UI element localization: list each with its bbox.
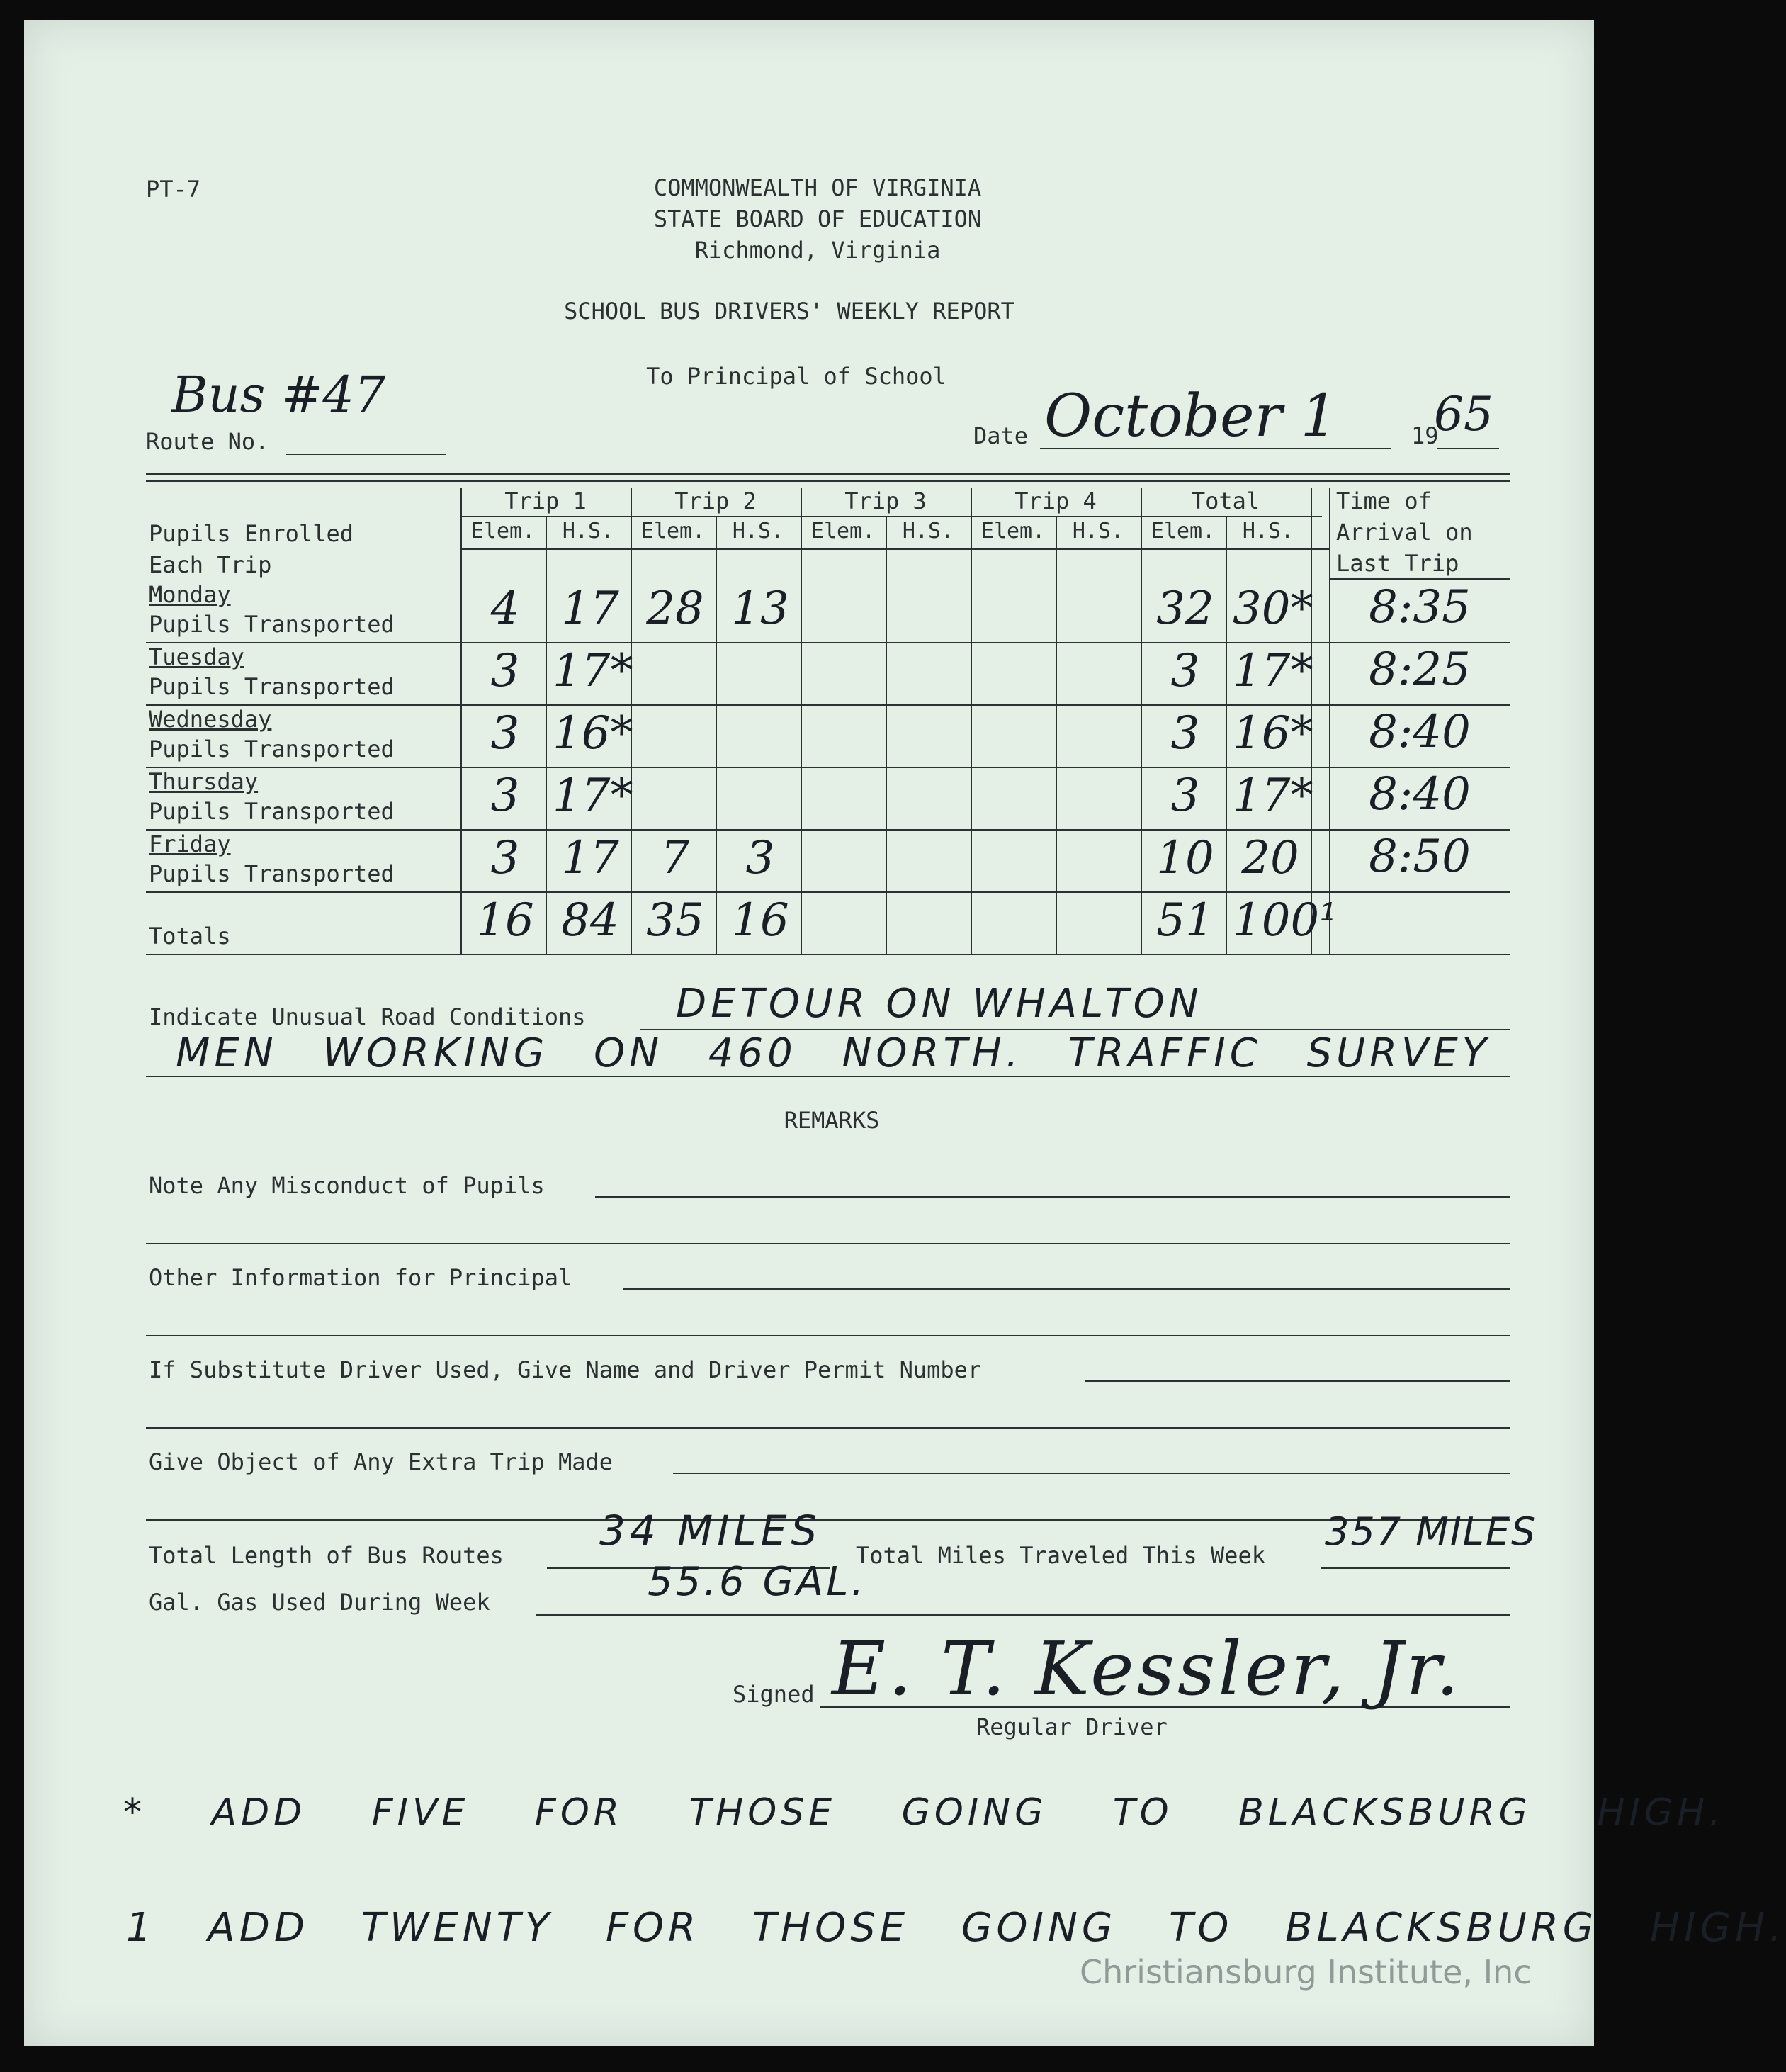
- route-length-value: 34 MILES: [599, 1507, 822, 1555]
- trip-2-hs-cell: 16: [731, 894, 789, 947]
- remarks-title: REMARKS: [784, 1107, 880, 1134]
- trip-1-hs-cell: 17*: [553, 645, 633, 697]
- trip-1-hs-subheader: H.S.: [562, 519, 614, 544]
- trip-3-header: Trip 3: [844, 488, 927, 514]
- trip-2-hs-cell: 13: [731, 582, 789, 635]
- row-bottom-line: [146, 642, 1510, 643]
- table-column-divider: [716, 516, 717, 954]
- trip-1-elem-cell: 3: [490, 645, 520, 697]
- trip-2-elem-subheader: Elem.: [640, 519, 706, 544]
- miles-week-line: [1321, 1567, 1510, 1569]
- trip-4-hs-subheader: H.S.: [1072, 519, 1124, 544]
- trip-1-elem-cell: 16: [476, 894, 534, 947]
- row-header-line-2: Each Trip: [149, 551, 272, 578]
- substitute-driver-line-2: [146, 1427, 1510, 1429]
- trip-2-elem-cell: 7: [660, 832, 690, 884]
- trip-1-header: Trip 1: [504, 488, 587, 514]
- row-sub-label: Pupils Transported: [149, 860, 395, 887]
- miles-week-label: Total Miles Traveled This Week: [856, 1542, 1265, 1569]
- table-column-divider: [801, 488, 802, 954]
- table-column-divider: [546, 516, 547, 954]
- total-elem-cell: 3: [1170, 770, 1200, 822]
- gas-used-line: [536, 1614, 1510, 1616]
- total-elem-cell: 10: [1156, 832, 1214, 884]
- total-hs-cell: 30*: [1233, 582, 1313, 635]
- totals-label: Totals: [149, 923, 231, 950]
- table-column-divider: [460, 488, 462, 954]
- trip-4-header: Trip 4: [1014, 488, 1097, 514]
- extra-trip-label: Give Object of Any Extra Trip Made: [149, 1448, 614, 1475]
- row-bottom-line: [146, 954, 1510, 955]
- report-title: SCHOOL BUS DRIVERS' WEEKLY REPORT: [564, 298, 1014, 325]
- misconduct-label: Note Any Misconduct of Pupils: [149, 1172, 545, 1199]
- trip-1-elem-cell: 3: [490, 770, 520, 822]
- extra-trip-line-2: [146, 1519, 1510, 1521]
- arrival-time-cell: 8:40: [1369, 768, 1471, 821]
- total-elem-cell: 32: [1156, 582, 1214, 635]
- table-column-divider: [971, 488, 972, 954]
- form-paper: [24, 20, 1786, 2046]
- trip-1-elem-cell: 3: [490, 832, 520, 884]
- header-line-1: COMMONWEALTH OF VIRGINIA: [653, 174, 982, 201]
- total-elem-cell: 3: [1170, 645, 1200, 697]
- trip-1-hs-cell: 84: [561, 894, 619, 947]
- date-line: [1040, 448, 1391, 449]
- total-hs-cell: 17*: [1233, 770, 1313, 822]
- arrival-header-line: [1329, 578, 1510, 580]
- route-length-label: Total Length of Bus Routes: [149, 1542, 504, 1569]
- arrival-time-cell: 8:50: [1369, 831, 1471, 883]
- trip-2-elem-cell: 28: [646, 582, 704, 635]
- arrival-time-cell: 8:35: [1369, 581, 1471, 634]
- arrival-column-divider: [1329, 488, 1330, 954]
- road-conditions-value-2: MEN WORKING ON 460 NORTH. TRAFFIC SURVEY: [176, 1030, 1491, 1076]
- trip-2-hs-cell: 3: [745, 832, 775, 884]
- total-elem-subheader: Elem.: [1151, 519, 1216, 544]
- arrival-time-cell: 8:25: [1369, 643, 1471, 696]
- date-value: October 1: [1044, 383, 1338, 450]
- misconduct-line-1: [595, 1196, 1510, 1198]
- other-info-label: Other Information for Principal: [149, 1264, 572, 1291]
- row-sub-label: Pupils Transported: [149, 673, 395, 700]
- extra-trip-line-1: [673, 1473, 1510, 1474]
- date-label: Date: [973, 422, 1029, 449]
- trip-3-elem-subheader: Elem.: [810, 519, 876, 544]
- total-elem-cell: 51: [1156, 894, 1214, 947]
- footnote-1: * ADD FIVE FOR THOSE GOING TO BLACKSBURG HIGH.: [123, 1791, 1725, 1834]
- sub-header-divider: [460, 548, 1329, 550]
- footnote-2: 1 ADD TWENTY FOR THOSE GOING TO BLACKSBURG HIGH.: [126, 1905, 1786, 1951]
- watermark: Christiansburg Institute, Inc: [1080, 1953, 1532, 1991]
- arrival-header-line-3: Last Trip: [1336, 550, 1459, 577]
- trip-1-elem-subheader: Elem.: [470, 519, 536, 544]
- trip-1-hs-cell: 17: [561, 832, 619, 884]
- total-hs-subheader: H.S.: [1242, 519, 1294, 544]
- route-number-value: Bus #47: [171, 366, 386, 424]
- year-line: [1437, 448, 1499, 449]
- total-hs-cell: 17*: [1233, 645, 1313, 697]
- row-day-label: Wednesday: [149, 706, 272, 733]
- table-column-divider: [1226, 516, 1227, 954]
- row-day-label: Thursday: [149, 768, 259, 795]
- trip-1-elem-cell: 4: [490, 582, 520, 635]
- year-prefix: 19: [1411, 422, 1439, 449]
- total-hs-cell: 100¹: [1233, 894, 1338, 947]
- header-line-3: Richmond, Virginia: [694, 237, 941, 264]
- arrival-header-line-2: Arrival on: [1336, 519, 1473, 546]
- row-bottom-line: [146, 767, 1510, 768]
- arrival-time-cell: 8:40: [1369, 706, 1471, 758]
- other-info-line-2: [146, 1335, 1510, 1336]
- misconduct-line-2: [146, 1243, 1510, 1244]
- trip-1-hs-cell: 17*: [553, 770, 633, 822]
- gas-used-value: 55.6 GAL.: [648, 1559, 867, 1605]
- signed-label: Signed: [733, 1681, 815, 1708]
- row-day-label: Friday: [149, 831, 231, 857]
- year-suffix: 65: [1434, 387, 1493, 441]
- signature-role: Regular Driver: [976, 1713, 1168, 1740]
- row-sub-label: Pupils Transported: [149, 798, 395, 825]
- gas-used-label: Gal. Gas Used During Week: [149, 1589, 490, 1616]
- total-hs-cell: 16*: [1233, 707, 1313, 760]
- arrival-header-line-1: Time of: [1336, 488, 1432, 514]
- other-info-line-1: [623, 1288, 1510, 1290]
- table-top-line-1: [146, 473, 1510, 475]
- trip-1-elem-cell: 3: [490, 707, 520, 760]
- to-principal-line: To Principal of School: [646, 363, 946, 390]
- row-day-label: Tuesday: [149, 643, 244, 670]
- trip-1-hs-cell: 16*: [553, 707, 633, 760]
- row-header-line-1: Pupils Enrolled: [149, 520, 354, 547]
- road-conditions-value-1: DETOUR ON WHALTON: [676, 981, 1203, 1027]
- table-column-divider: [1056, 516, 1057, 954]
- row-day-label: Monday: [149, 581, 231, 608]
- route-line: [286, 454, 446, 455]
- trip-header-divider: [460, 516, 1322, 517]
- total-hs-cell: 20: [1241, 832, 1299, 884]
- trip-2-elem-cell: 35: [646, 894, 704, 947]
- signature-value: E. T. Kessler, Jr.: [832, 1626, 1462, 1712]
- miles-week-value: 357 MILES: [1325, 1509, 1537, 1554]
- row-sub-label: Pupils Transported: [149, 611, 395, 638]
- table-top-line-2: [146, 480, 1510, 482]
- trip-1-hs-cell: 17: [561, 582, 619, 635]
- trip-3-hs-subheader: H.S.: [902, 519, 954, 544]
- table-column-divider: [886, 516, 887, 954]
- row-bottom-line: [146, 829, 1510, 831]
- road-conditions-label: Indicate Unusual Road Conditions: [149, 1003, 586, 1030]
- route-label: Route No.: [146, 428, 269, 455]
- table-column-divider: [1141, 488, 1142, 954]
- row-bottom-line: [146, 891, 1510, 893]
- total-header: Total: [1191, 488, 1260, 514]
- header-line-2: STATE BOARD OF EDUCATION: [653, 205, 982, 232]
- trip-4-elem-subheader: Elem.: [980, 519, 1046, 544]
- total-elem-cell: 3: [1170, 707, 1200, 760]
- row-sub-label: Pupils Transported: [149, 736, 395, 762]
- substitute-driver-label: If Substitute Driver Used, Give Name and Driver Permit Number: [149, 1356, 982, 1383]
- substitute-driver-line-1: [1085, 1380, 1510, 1382]
- trip-2-header: Trip 2: [674, 488, 757, 514]
- trip-2-hs-subheader: H.S.: [732, 519, 784, 544]
- row-bottom-line: [146, 704, 1510, 706]
- form-id: PT-7: [146, 176, 201, 203]
